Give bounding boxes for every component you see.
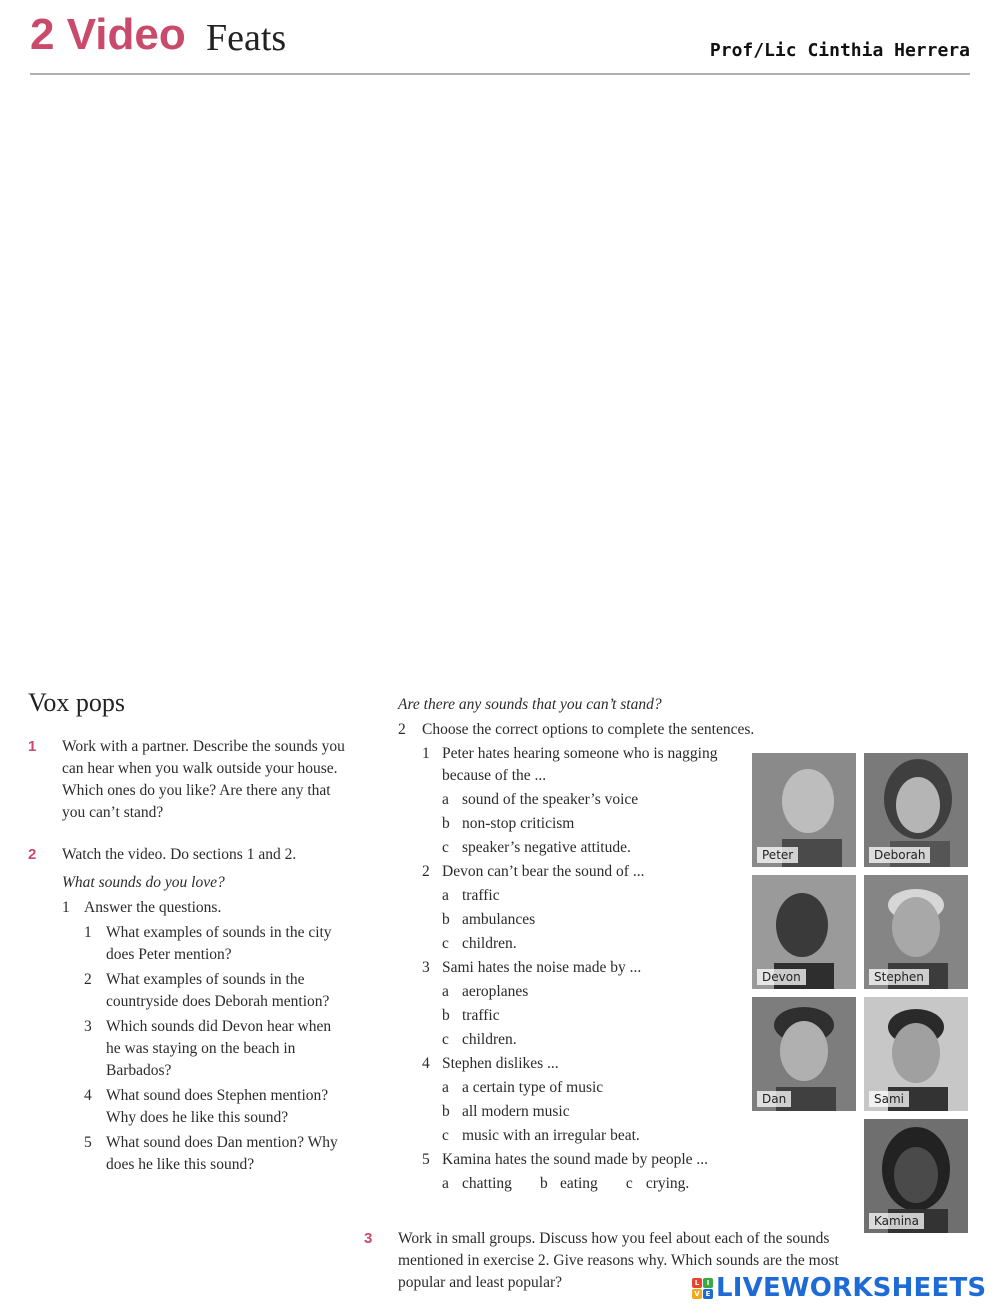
option-letter: b [539,1175,548,1192]
option-letter: a [442,1079,449,1096]
option-letter: b [442,815,450,832]
option-text: music with an irregular beat. [462,1127,640,1144]
photo-peter [752,753,856,867]
question-text: What examples of sounds in the countryside does Deborah mention? [106,971,330,1010]
option-text: ambulances [462,911,536,928]
option-text: all modern music [462,1103,570,1120]
question-number: 2 [84,971,92,988]
item-stem: Peter hates hearing someone who is nagging because of the ... [442,745,718,784]
question-text: What sound does Stephen mention? Why does he like this sound? [106,1087,329,1126]
option-text: chatting [462,1175,512,1192]
exercise-text: Work with a partner. Describe the sounds you can hear when you walk outside your house. Which ones do you like? Are there any that you can’t stand? [62,738,345,821]
item-stem: Devon can’t bear the sound of ... [442,863,645,880]
photo-caption: Deborah [869,847,930,863]
question [84,1132,348,1176]
option[interactable] [442,789,742,811]
question-number: 4 [84,1087,92,1104]
option-text: eating [559,1175,598,1192]
header-divider [30,73,970,75]
question-number: 3 [84,1018,92,1035]
option-text: aeroplanes [462,983,529,1000]
sub-task-text: Answer the questions. [84,899,222,916]
photo-dan [752,997,856,1111]
exercise-number: 3 [364,1230,373,1247]
photo-caption: Devon [757,969,806,985]
multiple-choice-item [422,1149,838,1195]
question [84,1085,348,1129]
item-number: 2 [422,863,430,880]
item-number: 5 [422,1151,430,1168]
liveworksheets-logo-icon: L I V E [692,1278,713,1299]
item-stem: Sami hates the noise made by ... [442,959,642,976]
exercise-2 [28,844,348,1176]
option-text: crying. [645,1175,690,1192]
option-text: children. [462,1031,517,1048]
liveworksheets-watermark [692,1272,986,1304]
option-text: sound of the speaker’s voice [462,791,639,808]
option-text: non-stop criticism [462,815,575,832]
question [84,969,348,1013]
sub-task-number: 1 [62,899,70,916]
unit-title: Feats [206,17,287,59]
photo-caption: Dan [757,1091,791,1107]
option-text: speaker’s negative attitude. [462,839,631,856]
item-stem: Stephen dislikes ... [442,1055,559,1072]
exercise-text: Work in small groups. Discuss how you feel about each of the sounds mentioned in exercise 2. Give reasons why. Which sounds are the most popular and least popular? [398,1230,839,1291]
option[interactable] [442,1125,838,1147]
option-text: children. [462,935,517,952]
sub-task-text: Choose the correct options to complete the sentences. [422,721,755,738]
sub-heading: What sounds do you love? [62,874,225,891]
option-letter: c [442,839,449,856]
question-text: What sound does Dan mention? Why does he like this sound? [106,1134,338,1173]
option-letter: b [442,911,450,928]
option-text: a certain type of music [462,1079,604,1096]
option-row [442,1173,838,1195]
photo-devon [752,875,856,989]
sub-task [62,897,348,1176]
photo-caption: Stephen [869,969,929,985]
question [84,922,348,966]
option-letter: a [442,1175,449,1192]
watermark-text: LIVEWORKSHEETS [716,1273,987,1303]
question [84,1016,348,1082]
left-column [28,688,348,1176]
item-number: 1 [422,745,430,762]
author-name: Prof/Lic Cinthia Herrera [709,40,970,61]
option[interactable] [442,1173,512,1195]
photo-kamina [864,1119,968,1233]
option-letter: b [442,1007,450,1024]
question-number: 5 [84,1134,92,1151]
option-letter: c [442,935,449,952]
option-text: traffic [462,1007,500,1024]
photo-deborah [864,753,968,867]
option-letter: c [625,1175,633,1192]
photo-sami [864,997,968,1111]
exercise-number: 2 [28,846,37,863]
question-text: What examples of sounds in the city does Peter mention? [106,924,332,963]
option-letter: a [442,983,449,1000]
question-text: Which sounds did Devon hear when he was staying on the beach in Barbados? [106,1018,332,1079]
option-letter: b [442,1103,450,1120]
sub-task-number: 2 [398,721,406,738]
option-letter: a [442,791,449,808]
option-letter: c [442,1127,449,1144]
item-stem: Kamina hates the sound made by people ... [442,1151,709,1168]
page-header [30,6,970,76]
option[interactable] [442,813,742,835]
photo-caption: Sami [869,1091,909,1107]
option-text: traffic [462,887,500,904]
item-number: 4 [422,1055,430,1072]
photo-stephen [864,875,968,989]
multiple-choice-item [422,743,742,859]
unit-number: 2 Video [30,10,186,59]
photo-caption: Peter [757,847,798,863]
sub-heading: Are there any sounds that you can’t stand? [398,696,662,713]
option-letter: a [442,887,449,904]
item-number: 3 [422,959,430,976]
option-letter: c [442,1031,449,1048]
option[interactable] [626,1173,689,1195]
question-number: 1 [84,924,92,941]
option[interactable] [442,837,742,859]
section-title: Vox pops [28,688,126,717]
exercise-number: 1 [28,738,37,755]
exercise-text: Watch the video. Do sections 1 and 2. [62,846,297,863]
exercise-1 [28,736,348,824]
photo-caption: Kamina [869,1213,924,1229]
option[interactable] [540,1173,598,1195]
